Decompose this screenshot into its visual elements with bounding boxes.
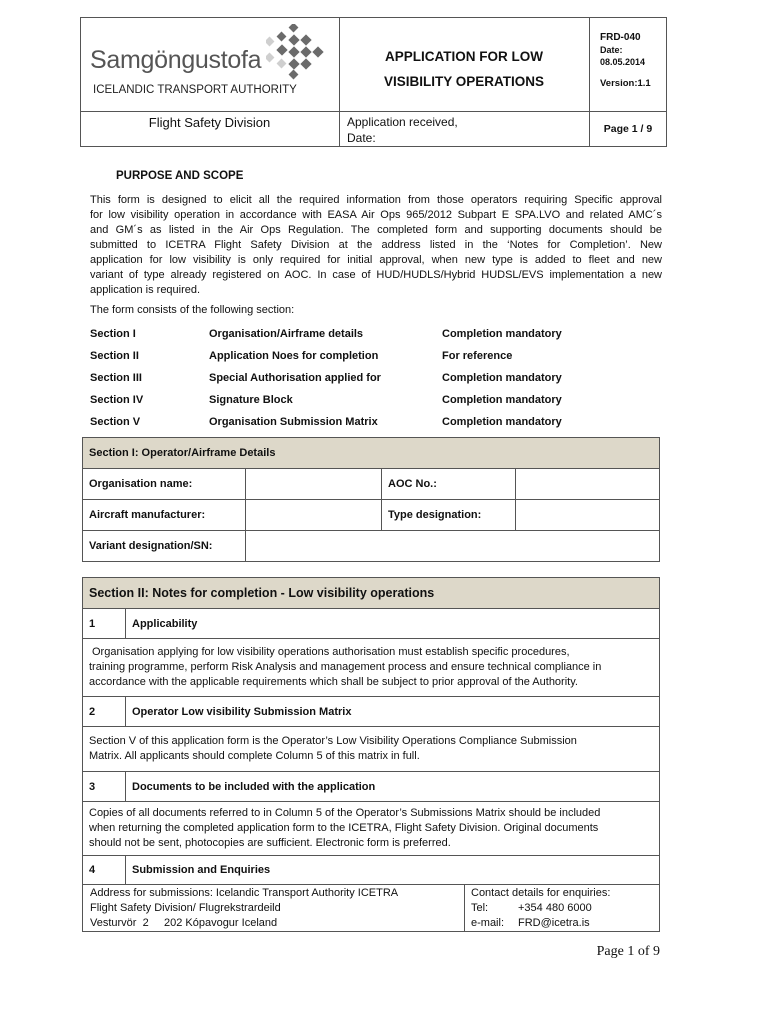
section-name: Application Noes for completion (209, 350, 379, 362)
type-field[interactable] (516, 500, 660, 531)
contact-title: Contact details for enquiries: (471, 887, 611, 899)
note-title: Applicability (126, 609, 660, 639)
section-num: Section III (90, 372, 142, 384)
note-body (83, 727, 660, 772)
note-line: Section V of this application form is the Operator’s Low Visibility Operations Compliance Submission (89, 735, 577, 747)
note-num: 4 (83, 856, 126, 885)
aoc-label: AOC No.: (382, 469, 516, 500)
email-link[interactable]: FRD@icetra.is (518, 917, 590, 929)
section-status: For reference (442, 350, 513, 362)
purpose-line: application is required. (90, 284, 201, 296)
type-label: Type designation: (382, 500, 516, 531)
note-line: Copies of all documents referred to in Column 5 of the Operator’s Submissions Matrix should be included (89, 807, 601, 819)
section-name: Organisation Submission Matrix (209, 416, 378, 428)
footer-page (560, 944, 660, 960)
variant-label: Variant designation/SN: (83, 531, 246, 562)
section-name: Organisation/Airframe details (209, 328, 364, 340)
note-num: 1 (83, 609, 126, 639)
purpose-line: submitted to ICETRA Flight Safety Division at the address listed in the ‘Notes for Completion’. New (90, 239, 662, 251)
org-name-field[interactable] (246, 469, 382, 500)
tel-value: +354 480 6000 (518, 902, 592, 914)
footer-page-text: Page 1 of 9 (596, 944, 660, 959)
manufacturer-label: Aircraft manufacturer: (83, 500, 246, 531)
note-line: Matrix. All applicants should complete Column 5 of this matrix in full. (89, 750, 420, 762)
note-line: training programme, perform Risk Analysis and management process and ensure technical compliance in (89, 661, 602, 673)
note-body (83, 802, 660, 856)
note-line: when returning the completed application form to the ICETRA, Flight Safety Division. Original documents (89, 822, 599, 834)
section-list-row (90, 323, 562, 345)
note-body (83, 639, 660, 697)
aoc-field[interactable] (516, 469, 660, 500)
note-line: accordance with the applicable requirements which shall be subject to prior approval of the Authority. (89, 676, 578, 688)
section-list-row (90, 345, 562, 367)
section1-heading: Section I: Operator/Airframe Details (83, 438, 660, 469)
purpose-heading: PURPOSE AND SCOPE (116, 170, 244, 182)
section-list-row (90, 411, 562, 433)
address-line: Vesturvör 2 202 Kópavogur Iceland (90, 917, 278, 929)
note-num: 3 (83, 772, 126, 802)
purpose-text (90, 193, 662, 298)
note-num: 2 (83, 697, 126, 727)
received-line-2: Date: (347, 131, 376, 145)
division: Flight Safety Division (148, 115, 271, 130)
section-status: Completion mandatory (442, 394, 562, 406)
section2-table (82, 577, 660, 885)
address-block (90, 886, 398, 931)
org-name-label: Organisation name: (83, 469, 246, 500)
section-num: Section I (90, 328, 136, 340)
note-title: Documents to be included with the application (126, 772, 660, 802)
tel-label: Tel: (471, 902, 489, 914)
received-line-1: Application received, (347, 115, 458, 129)
section-status: Completion mandatory (442, 416, 562, 428)
date-value: 08.05.2014 (600, 57, 646, 67)
address-line: Flight Safety Division/ Flugrekstrardeild (90, 902, 281, 914)
title-line-1: APPLICATION FOR LOW (385, 49, 543, 64)
section2-heading: Section II: Notes for completion - Low visibility operations (83, 578, 660, 609)
manufacturer-field[interactable] (246, 500, 382, 531)
doc-code: FRD-040 (600, 32, 641, 43)
title-line-2: VISIBILITY OPERATIONS (383, 74, 545, 89)
logo (88, 24, 333, 80)
section-num: Section II (90, 350, 139, 362)
version: Version:1.1 (600, 78, 651, 89)
note-title: Operator Low visibility Submission Matrix (126, 697, 660, 727)
date-label: Date: (600, 45, 623, 55)
section-name: Signature Block (209, 394, 293, 406)
variant-field[interactable] (246, 531, 660, 562)
purpose-line: for low visibility operation in accordance with EASA Air Ops 965/2012 Subpart E SPA.LVO and related AMC´s (90, 209, 662, 221)
page-indicator: Page 1 / 9 (603, 123, 653, 135)
email-label: e-mail: (471, 917, 505, 929)
note-line: should not be sent, photocopies are sufficient. Electronic form is preferred. (89, 837, 451, 849)
logo-diamonds-icon (266, 24, 326, 80)
purpose-line: application for low visibility is only required for initial approval, when new type is added to fleet and new (90, 254, 662, 266)
contact-block (471, 886, 610, 931)
form-title (339, 44, 589, 94)
section-name: Special Authorisation applied for (209, 372, 381, 384)
section-status: Completion mandatory (442, 328, 562, 340)
section1-table (82, 437, 660, 562)
authority-name: ICELANDIC TRANSPORT AUTHORITY (93, 84, 297, 96)
purpose-line: This form is designed to elicit all the required information from those operators requiring Specific approval (90, 194, 662, 206)
note-line: Organisation applying for low visibility operations authorisation must establish specific procedures, (92, 646, 570, 658)
logo-text: Samgöngustofa (90, 46, 262, 74)
purpose-line: variant of type already registered on AOC. In case of HUD/HUDLS/Hybrid HUDSL/EVS implementation a new (90, 269, 662, 281)
section-num: Section IV (90, 394, 144, 406)
consists-text: The form consists of the following section: (90, 304, 295, 316)
purpose-line: and GM´s as listed in the Air Ops Regulation. The completed form and supporting documents should be (90, 224, 662, 236)
section-list-row (90, 389, 562, 411)
section-num: Section V (90, 416, 141, 428)
section-status: Completion mandatory (442, 372, 562, 384)
address-line: Address for submissions: Icelandic Transport Authority ICETRA (90, 887, 399, 899)
note-title: Submission and Enquiries (126, 856, 660, 885)
section-list-row (90, 367, 562, 389)
section-list (90, 323, 562, 433)
